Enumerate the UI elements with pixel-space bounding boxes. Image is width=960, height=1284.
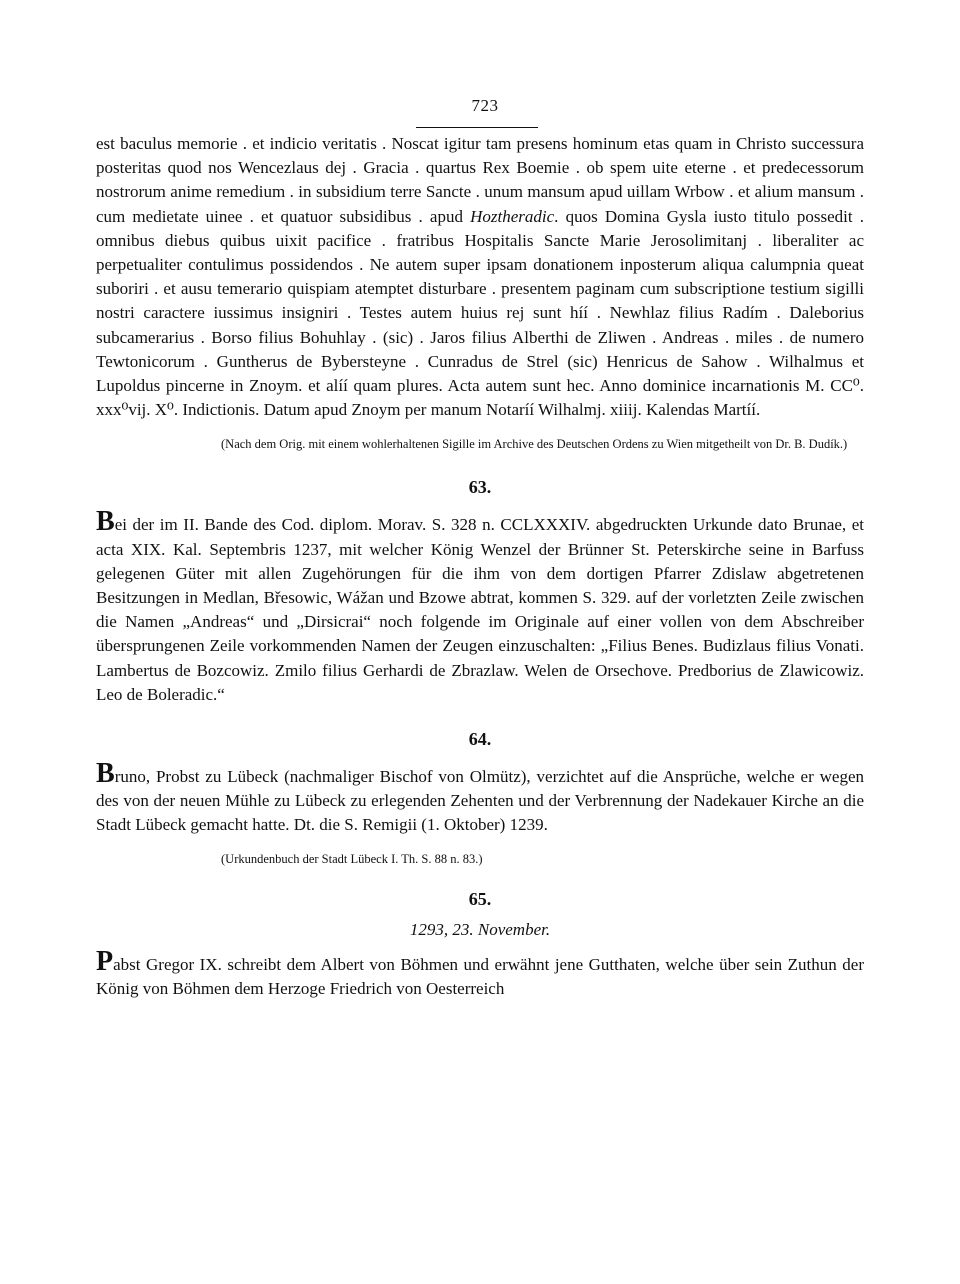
charter-text: est baculus memorie . et indicio veritatis . Noscat igitur tam presens hominum etas quam in Christo successura posteritas quod nos Wencezlaus dej . Gracia . quartus Rex Boemie . ob spem uite eterne . et predecessorum nostrorum anime remedium . in subsidium terre Sancte . unum mansum apud uillam Wrbow . et alium mansum . cum medietate uinee . et quatuor subsidibus . apud: [96, 134, 864, 226]
section-64-paragraph: [96, 760, 864, 838]
section-65-paragraph: [96, 945, 864, 1001]
section-65-initial: P: [96, 945, 114, 977]
section-64-number: 64.: [468, 729, 492, 750]
header-rule: [416, 127, 538, 128]
page-number: 723: [471, 96, 499, 115]
page-header: [96, 96, 864, 132]
section-64-text: runo, Probst zu Lübeck (nachmaliger Bischof von Olmütz), verzichtet auf die Ansprüche, welche er wegen des von der neuen Mühle zu Lübeck zu erlegenden Zehenten und der Verbrennung der Nadekauer Kirche an die Stadt Lübeck gemacht hatte. Dt. die S. Remigii (1. Oktober) 1239.: [96, 767, 864, 835]
section-65-number: 65.: [468, 888, 492, 909]
section-63-text: ei der im II. Bande des Cod. diplom. Morav. S. 328 n. CCLXXXIV. abgedruckten Urkunde dato Brunae, et acta XIX. Kal. Septembris 1237, mit welcher König Wenzel der Brünner St. Peterskirche seine in Barfuss gelegenen Güter mit allen Zugehörungen für die ihm von dem dortigen Pfarrer Zdislaw abgetretenen Besitzungen in Medlan, Břesowic, Wážan und Bzowe abtrat, kommen S. 329. auf der vorletzten Zeile zwischen die Namen „Andreas“ und „Dirsicrai“ noch folgende im Originale auf einer vollen von dem Abschreiber übersprungenen Zeile vorkommenden Namen der Zeugen einzuschalten: „Filius Benes. Budizlaus filius Vonati. Lambertus de Bozcowiz. Zmilo filius Gerhardi de Zbrazlaw. Welen de Orsechove. Predborius de Zlawicowiz. Leo de Boleradic.“: [96, 515, 864, 704]
section-63-paragraph: [96, 508, 864, 707]
section-65-text: abst Gregor IX. schreibt dem Albert von Böhmen und erwähnt jene Gutthaten, welche über sein Zuthun der König von Böhmen dem Herzoge Friedrich von Oesterreich: [96, 954, 864, 998]
charter-place: Hoztheradic: [470, 206, 555, 226]
section-65-date: 1293, 23. November.: [409, 919, 551, 939]
charter-paragraph: [96, 132, 864, 422]
page: [96, 96, 864, 1001]
section-64-initial: B: [96, 758, 115, 790]
charter-text-2: . quos Domina Gysla iusto titulo possedit . omnibus diebus quibus uixit pacifice . fratribus Hospitalis Sancte Marie Jerosolimitanj . liberaliter ac perpetualiter contulimus possidendos . Ne autem super ipsam donationem inposterum aliqua calumpnia queat suboriri . et ausu temerario quispiam atemptet disturbare . presentem paginam cum subscriptione testium sigilli nostri caractere iussimus insigniri . Testes autem huius rej sunt híí . Newhlaz filius Radím . Daleborius subcamerarius . Borso filius Bohuhlay . (sic) . Jaros filius Alberthi de Zliwen . Andreas . miles . de numero Tewtonicorum . Guntherus de Bybersteyne . Cunradus de Strel (sic) Henricus de Sahow . Wilhalmus et Lupoldus pincerne in Znoym. et alíí quam plures. Acta autem sunt hec. Anno dominice incarnationis M. CC⁰. xxx⁰vij. X⁰. Indictionis. Datum apud Znoym per manum Notaríí Wilhalmj. xiiij. Kalendas Martíí.: [96, 206, 864, 420]
section-63-initial: B: [96, 506, 115, 538]
charter-note: (Nach dem Orig. mit einem wohlerhaltenen Sigille im Archive des Deutschen Ordens zu Wien mitgetheilt von Dr. B. Dudík.): [221, 437, 848, 452]
section-63-number: 63.: [468, 477, 492, 498]
section-64-source: (Urkundenbuch der Stadt Lübeck I. Th. S. 88 n. 83.): [221, 851, 483, 866]
